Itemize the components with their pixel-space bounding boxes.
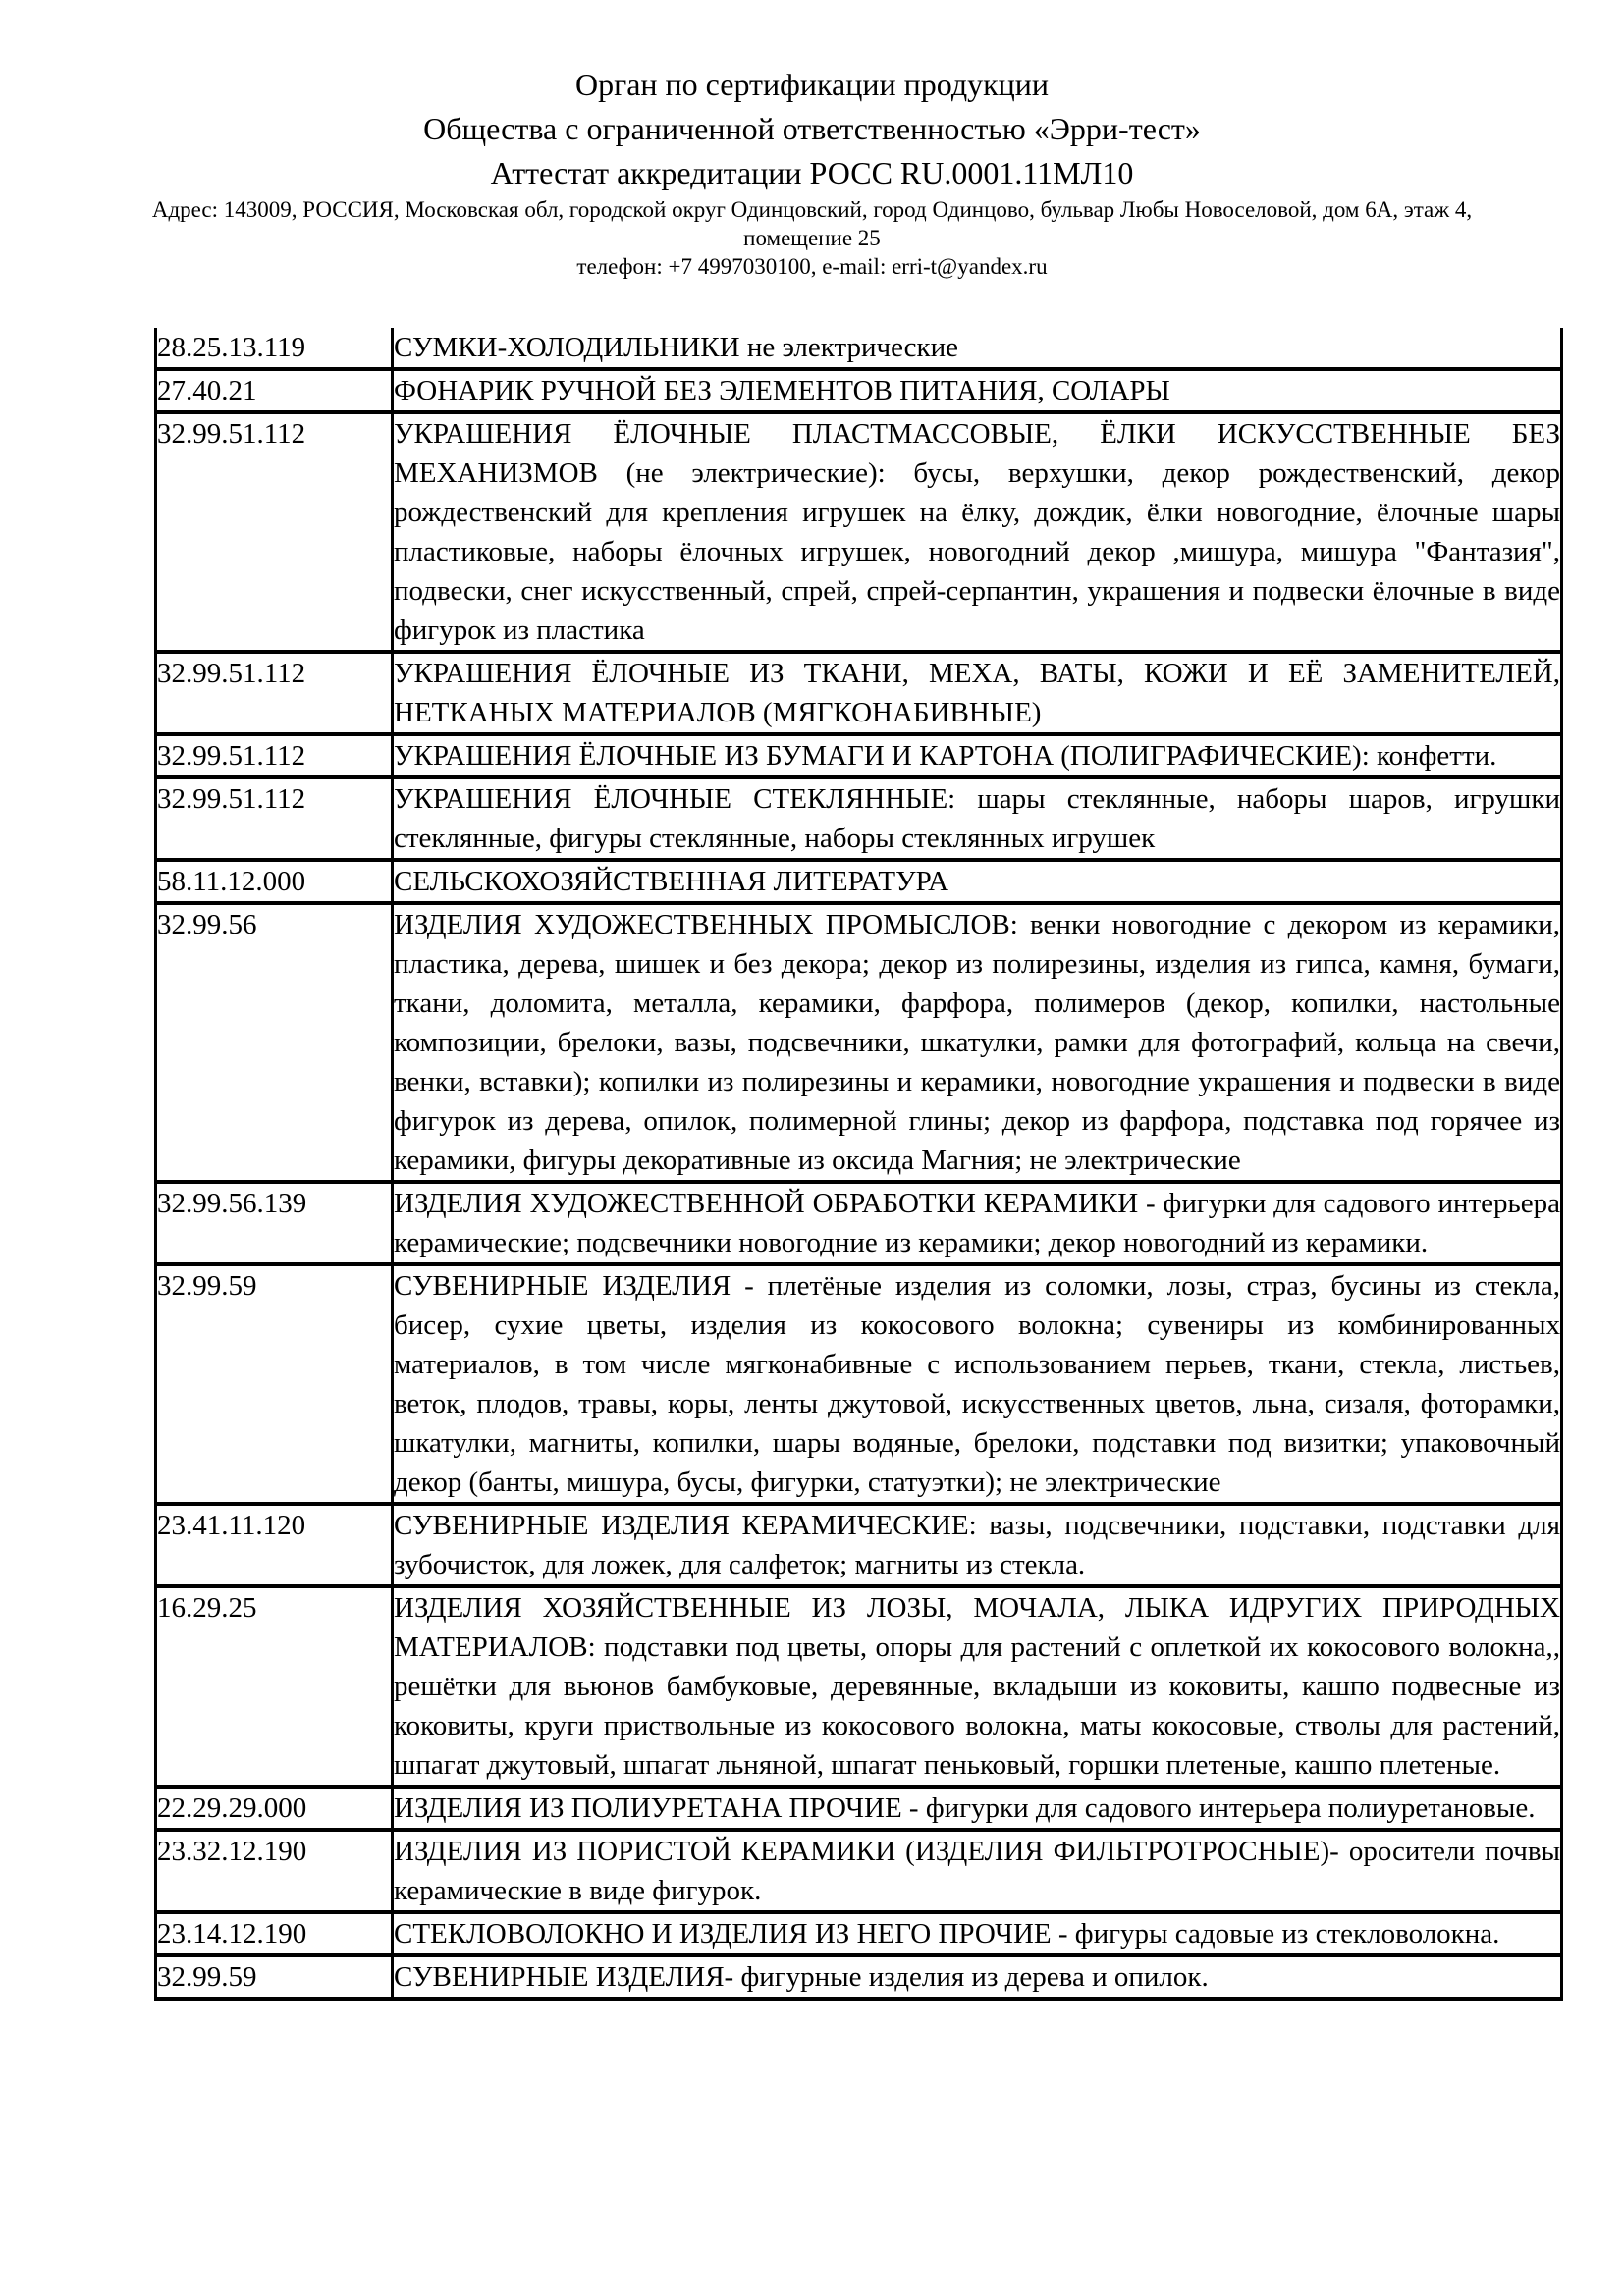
table-row (156, 652, 1562, 734)
product-code-cell: 23.32.12.190 (156, 1830, 393, 1912)
document-header (0, 63, 1624, 281)
product-code-cell: 32.99.51.112 (156, 412, 393, 652)
product-description-cell: ИЗДЕЛИЯ ИЗ ПОЛИУРЕТАНА ПРОЧИЕ - фигурки для садового интерьера полиуретановые. (393, 1787, 1562, 1830)
product-description-cell: СЕЛЬСКОХОЗЯЙСТВЕННАЯ ЛИТЕРАТУРА (393, 860, 1562, 903)
table-row (156, 1787, 1562, 1830)
table-row (156, 734, 1562, 777)
table-row (156, 860, 1562, 903)
accreditation-line: Аттестат аккредитации РОСС RU.0001.11МЛ10 (490, 155, 1134, 190)
product-description-cell: ИЗДЕЛИЯ ИЗ ПОРИСТОЙ КЕРАМИКИ (ИЗДЕЛИЯ ФИЛЬТРОТРОСНЫЕ)- оросители почвы керамические в виде фигурок. (393, 1830, 1562, 1912)
product-description-cell: ФОНАРИК РУЧНОЙ БЕЗ ЭЛЕМЕНТОВ ПИТАНИЯ, СОЛАРЫ (393, 369, 1562, 412)
product-description-cell: ИЗДЕЛИЯ ХУДОЖЕСТВЕННОЙ ОБРАБОТКИ КЕРАМИКИ - фигурки для садового интерьера керамические; подсвечники новогодние из керамики; декор новогодний из керамики. (393, 1182, 1562, 1264)
table-row (156, 1912, 1562, 1955)
address-line-2: помещение 25 (743, 226, 881, 250)
product-code-cell: 32.99.51.112 (156, 777, 393, 860)
product-code-cell: 32.99.56.139 (156, 1182, 393, 1264)
table-row (156, 1586, 1562, 1787)
table-row (156, 328, 1562, 369)
product-description-cell: СУВЕНИРНЫЕ ИЗДЕЛИЯ - плетёные изделия из соломки, лозы, страз, бусины из стекла, бисер, сухие цветы, изделия из кокосового волокна; сувениры из комбинированных материалов, в том числе мягконабивные с использованием перьев, ткани, стекла, листьев, веток, плодов, травы, коры, ленты джутовой, искусственных цветов, льна, сизаля, фоторамки, шкатулки, магниты, копилки, шары водяные, брелоки, подставки под визитки; упаковочный декор (банты, мишура, бусы, фигурки, статуэтки); не электрические (393, 1264, 1562, 1504)
product-code-cell: 58.11.12.000 (156, 860, 393, 903)
product-description-cell: УКРАШЕНИЯ ЁЛОЧНЫЕ СТЕКЛЯННЫЕ: шары стеклянные, наборы шаров, игрушки стеклянные, фигуры стеклянные, наборы стеклянных игрушек (393, 777, 1562, 860)
product-table (154, 328, 1563, 2001)
table-row (156, 1504, 1562, 1586)
product-code-cell: 32.99.59 (156, 1264, 393, 1504)
table-row (156, 1955, 1562, 1999)
product-code-cell: 27.40.21 (156, 369, 393, 412)
table-row (156, 412, 1562, 652)
product-code-cell: 32.99.59 (156, 1955, 393, 1999)
product-code-cell: 32.99.56 (156, 903, 393, 1182)
table-row (156, 1830, 1562, 1912)
product-description-cell: СУВЕНИРНЫЕ ИЗДЕЛИЯ- фигурные изделия из дерева и опилок. (393, 1955, 1562, 1999)
product-code-cell: 23.14.12.190 (156, 1912, 393, 1955)
table-row (156, 777, 1562, 860)
table-row (156, 903, 1562, 1182)
product-description-cell: СУВЕНИРНЫЕ ИЗДЕЛИЯ КЕРАМИЧЕСКИЕ: вазы, подсвечники, подставки, подставки для зубочисток, для ложек, для салфеток; магниты из стекла. (393, 1504, 1562, 1586)
product-description-cell: СТЕКЛОВОЛОКНО И ИЗДЕЛИЯ ИЗ НЕГО ПРОЧИЕ - фигуры садовые из стекловолокна. (393, 1912, 1562, 1955)
table-row (156, 369, 1562, 412)
product-code-cell: 28.25.13.119 (156, 328, 393, 369)
product-description-cell: УКРАШЕНИЯ ЁЛОЧНЫЕ ИЗ БУМАГИ И КАРТОНА (ПОЛИГРАФИЧЕСКИЕ): конфетти. (393, 734, 1562, 777)
org-title-line-1: Орган по сертификации продукции (574, 67, 1050, 102)
product-description-cell: УКРАШЕНИЯ ЁЛОЧНЫЕ ПЛАСТМАССОВЫЕ, ЁЛКИ ИСКУССТВЕННЫЕ БЕЗ МЕХАНИЗМОВ (не электрические): бусы, верхушки, декор рождественский, декор рождественский для крепления игрушек на ёлку, дождик, ёлки новогодние, ёлочные шары пластиковые, наборы ёлочных игрушек, новогодний декор ,мишура, мишура "Фантазия", подвески, снег искусственный, спрей, спрей-серпантин, украшения и подвески ёлочные в виде фигурок из пластика (393, 412, 1562, 652)
product-code-cell: 32.99.51.112 (156, 734, 393, 777)
table-row (156, 1182, 1562, 1264)
product-code-cell: 32.99.51.112 (156, 652, 393, 734)
address-line-1: Адрес: 143009, РОССИЯ, Московская обл, городской округ Одинцовский, город Одинцово, бульвар Любы Новоселовой, дом 6А, этаж 4, (151, 197, 1473, 222)
product-code-cell: 22.29.29.000 (156, 1787, 393, 1830)
product-description-cell: СУМКИ-ХОЛОДИЛЬНИКИ не электрические (393, 328, 1562, 369)
product-code-cell: 23.41.11.120 (156, 1504, 393, 1586)
product-table-wrapper (154, 328, 1624, 2001)
contact-line: телефон: +7 4997030100, e-mail: erri-t@yandex.ru (576, 254, 1048, 279)
product-description-cell: ИЗДЕЛИЯ ХОЗЯЙСТВЕННЫЕ ИЗ ЛОЗЫ, МОЧАЛА, ЛЫКА ИДРУГИХ ПРИРОДНЫХ МАТЕРИАЛОВ: подставки под цветы, опоры для растений с оплеткой их кокосового волокна,, решётки для вьюнов бамбуковые, деревянные, вкладыши из коковиты, кашпо подвесные из коковиты, круги приствольные из кокосового волокна, маты кокосовые, стволы для растений, шпагат джутовый, шпагат льняной, шпагат пеньковый, горшки плетеные, кашпо плетеные. (393, 1586, 1562, 1787)
table-row (156, 1264, 1562, 1504)
product-description-cell: ИЗДЕЛИЯ ХУДОЖЕСТВЕННЫХ ПРОМЫСЛОВ: венки новогодние с декором из керамики, пластика, дерева, шишек и без декора; декор из полирезины, изделия из гипса, камня, бумаги, ткани, доломита, металла, керамики, фарфора, полимеров (декор, копилки, настольные композиции, брелоки, вазы, подсвечники, шкатулки, рамки для фотографий, кольца на свечи, венки, вставки); копилки из полирезины и керамики, новогодние украшения и подвески в виде фигурок из дерева, опилок, полимерной глины; декор из фарфора, подставка под горячее из керамики, фигуры декоративные из оксида Магния; не электрические (393, 903, 1562, 1182)
product-code-cell: 16.29.25 (156, 1586, 393, 1787)
product-table-body (156, 328, 1562, 1999)
product-description-cell: УКРАШЕНИЯ ЁЛОЧНЫЕ ИЗ ТКАНИ, МЕХА, ВАТЫ, КОЖИ И ЕЁ ЗАМЕНИТЕЛЕЙ, НЕТКАНЫХ МАТЕРИАЛОВ (МЯГКОНАБИВНЫЕ) (393, 652, 1562, 734)
org-title-line-2: Общества с ограниченной ответственностью «Эрри-тест» (423, 111, 1201, 146)
